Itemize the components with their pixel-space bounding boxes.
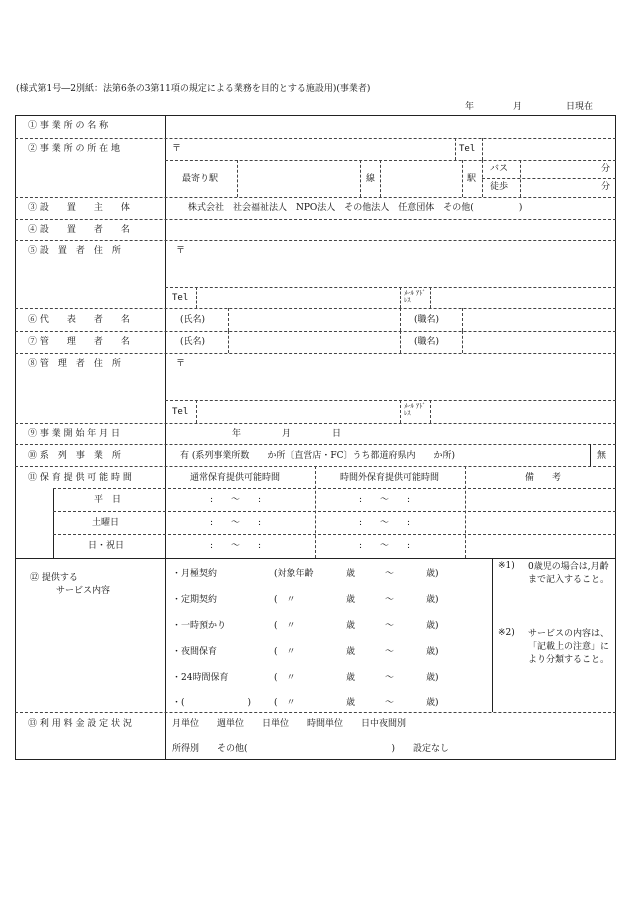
service-temporary-age1: 歳 [346,621,356,631]
affiliates-none[interactable]: 無 [597,451,607,461]
service-temporary-age2: 歳) [426,621,439,631]
note1-mark: ※1) [498,561,515,571]
mgr-title-label: (職名) [414,337,440,347]
service-regular-tilde: 〜 [385,595,395,605]
postal-mark-8: 〒 [176,359,186,369]
service-night-tilde: 〜 [385,647,395,657]
service-temporary-tilde: 〜 [385,621,395,631]
saturday-regular-time[interactable]: : 〜 : [210,518,262,528]
line-label: 線 [366,174,376,184]
holiday-regular-time[interactable]: : 〜 : [210,541,262,551]
date-month: 月 [513,102,523,112]
day-saturday: 土曜日 [92,518,120,528]
service-night[interactable]: ・夜間保育 [172,647,218,657]
office-name-field[interactable] [170,117,610,135]
start-month: 月 [282,429,292,439]
label-establisher-name: ④ 設 置 者 名 [28,225,130,235]
service-monthly-age1: 歳 [346,569,356,579]
label-manager: ⑦ 管 理 者 名 [28,337,130,347]
service-other-tilde: 〜 [385,698,395,708]
walk-minutes: 分 [601,182,611,192]
form-title: (様式第1号―2別紙：法第6条の3第11項の規定による業務を目的とする施設用)(事業者) [16,84,371,94]
start-year: 年 [232,429,242,439]
establisher-name-field[interactable] [170,221,610,238]
office-tel-field[interactable] [486,140,611,158]
establisher-mail-field[interactable] [434,289,610,306]
weekday-regular-time[interactable]: : 〜 : [210,495,262,505]
service-24h[interactable]: ・24時間保育 [172,673,229,683]
col-notes: 備 考 [525,473,562,483]
col-regular-hours: 通常保育提供可能時間 [190,473,281,483]
label-office-address: ② 事 業 所 の 所 在 地 [28,144,121,154]
mgr-name-label: (氏名) [180,337,206,347]
bus-label: バス [490,164,509,174]
label-manager-address: ⑧ 管 理 者 住 所 [28,359,121,369]
label-childcare-hours: ⑪ 保 育 提 供 可 能 時 間 [28,473,132,483]
service-regular-open: ( 〃 [274,595,296,605]
service-monthly-open: (対象年齢 [274,569,314,579]
service-monthly[interactable]: ・月極契約 [172,569,218,579]
service-monthly-tilde: 〜 [385,569,395,579]
service-24h-open: ( 〃 [274,673,296,683]
fee-options-line1[interactable]: 月単位 週単位 日単位 時間単位 日中夜間別 [172,719,407,729]
label-establisher-address: ⑤ 設 置 者 住 所 [28,246,121,256]
label-office-name: ① 事 業 所 の 名 称 [28,121,109,131]
entity-options[interactable]: 株式会社 社会福祉法人 NPO法人 その他法人 任意団体 その他( ) [188,203,523,213]
fee-options-line2[interactable]: 所得別 その他( ) 設定なし [172,744,450,754]
date-suffix: 日現在 [566,102,594,112]
note1-text: 0歳児の場合は,月齢まで記入すること。 [528,562,610,586]
postal-mark-5: 〒 [176,246,186,256]
mail-label-5: ﾒｰﾙ ｱﾄﾞﾚｽ [404,289,426,305]
note2-mark: ※2) [498,628,515,638]
label-representative: ⑥ 代 表 者 名 [28,315,130,325]
walk-label: 徒歩 [490,182,509,192]
service-regular-age1: 歳 [346,595,356,605]
service-24h-age1: 歳 [346,673,356,683]
service-24h-age2: 歳) [426,673,439,683]
saturday-extra-time[interactable]: : 〜 : [359,518,411,528]
bus-minutes: 分 [601,164,611,174]
service-regular[interactable]: ・定期契約 [172,595,218,605]
label-establishing-entity: ③ 設 置 主 体 [28,203,130,213]
tel-label-8: Tel [172,407,189,417]
service-temporary[interactable]: ・一時預かり [172,621,227,631]
service-other-open: ( 〃 [274,698,296,708]
service-regular-age2: 歳) [426,595,439,605]
rep-name-label: (氏名) [180,315,206,325]
postal-mark: 〒 [172,144,182,154]
weekday-extra-time[interactable]: : 〜 : [359,495,411,505]
holiday-extra-time[interactable]: : 〜 : [359,541,411,551]
service-temporary-open: ( 〃 [274,621,296,631]
label-fee-settings: ⑬ 利 用 料 金 設 定 状 況 [28,719,132,729]
establisher-tel-field[interactable] [200,289,396,306]
day-holiday: 日・祝日 [88,541,125,551]
label-services-2: サービス内容 [56,586,111,596]
day-weekday: 平 日 [94,495,122,505]
label-divider [165,115,166,760]
date-year: 年 [465,102,475,112]
service-night-age1: 歳 [346,647,356,657]
mail-label-8: ﾒｰﾙ ｱﾄﾞﾚｽ [404,402,426,418]
col-extra-hours: 時間外保育提供可能時間 [340,473,440,483]
label-services-1: ⑫ 提供する [30,573,78,583]
service-night-age2: 歳) [426,647,439,657]
label-affiliates: ⑩ 系 列 事 業 所 [28,451,121,461]
service-other[interactable]: ・( ) [172,698,252,708]
service-night-open: ( 〃 [274,647,296,657]
rep-title-label: (職名) [414,315,440,325]
tel-label-5: Tel [172,293,189,303]
tel-label: Tel [459,144,476,154]
start-day: 日 [332,429,342,439]
affiliates-content[interactable]: 有 (系列事業所数 か所〔直営店・FC〕うち都道府県内 か所) [180,451,456,461]
nearest-station-label: 最寄り駅 [182,174,219,184]
station-label: 駅 [467,174,477,184]
service-monthly-age2: 歳) [426,569,439,579]
note2-text: サービスの内容は、「記載上の注意」により分類すること。 [528,629,610,666]
service-24h-tilde: 〜 [385,673,395,683]
label-start-date: ⑨ 事 業 開 始 年 月 日 [28,429,121,439]
service-other-age1: 歳 [346,698,356,708]
service-other-age2: 歳) [426,698,439,708]
